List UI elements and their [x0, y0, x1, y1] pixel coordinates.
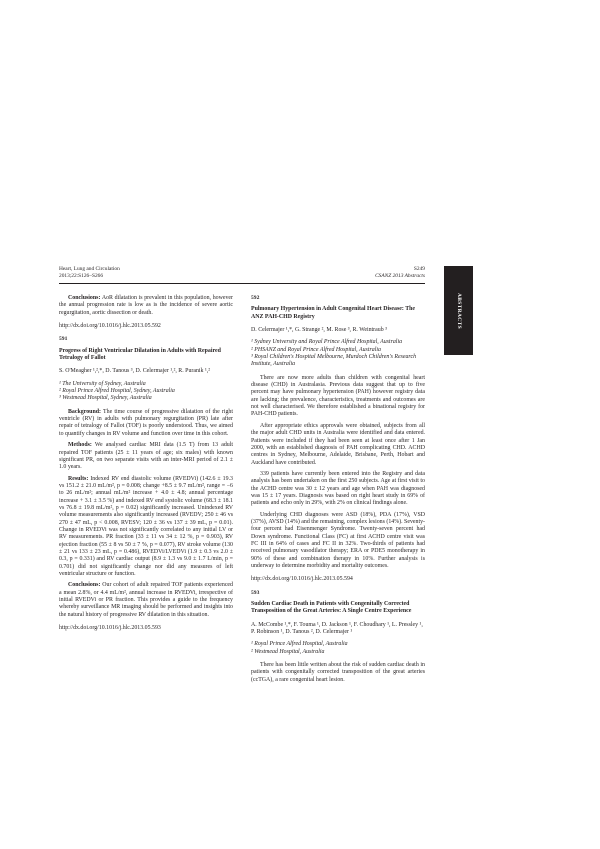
- running-header-left: [59, 266, 120, 280]
- affiliation: ² Westmead Hospital, Australia: [251, 648, 325, 655]
- conclusions-paragraph: [59, 582, 233, 619]
- running-header-right: [375, 266, 425, 280]
- background-text: The time course of progressive dilatation of the right ventricle (RV) in adults with pulmonary regurgitation (PR) late after repair of tetralogy of Fallot (TOF) is poorly understood. Thus, we aimed to quantify changes in RV volume and function over time in this cohort.: [59, 408, 233, 437]
- left-column: [59, 295, 233, 638]
- body-paragraph: There has been little written about the risk of sudden cardiac death in patients with congenitally corrected transposition of the great arteries (ccTGA), a rare congenital heart lesion.: [251, 662, 425, 683]
- journal-section: CSANZ 2013 Abstracts: [375, 273, 425, 280]
- doi-link[interactable]: http://dx.doi.org/10.1016/j.hlc.2013.05.594: [251, 576, 353, 583]
- abstract-authors: A. McCombe ¹,*, F. Touma ¹, D. Jackson ¹, F. Choudhary ¹, L. Pressley ¹, P. Robinson ¹, D. Tanous ², D. Celermajer ¹: [251, 621, 423, 636]
- affiliation: ² PHSANZ and Royal Prince Alfred Hospital, Australia: [251, 346, 381, 353]
- affiliation: ¹ Sydney University and Royal Prince Alfred Hospital, Australia: [251, 339, 403, 346]
- methods-label: Methods:: [68, 442, 92, 449]
- background-paragraph: [59, 409, 233, 438]
- results-label: Results:: [68, 475, 89, 482]
- affiliation: ³ Royal Children's Hospital Melbourne, Murdoch Children's Research Institute, Australia: [251, 354, 417, 368]
- right-column: [251, 295, 425, 688]
- affiliations: [251, 641, 425, 656]
- section-tab-label: ABSTRACTS: [455, 292, 462, 329]
- header-rule: [59, 283, 425, 284]
- methods-paragraph: [59, 442, 233, 471]
- abstract-number: 593: [251, 589, 260, 596]
- conclusions-text: AoR dilatation is prevalent in this population, however the annual progression rate is low as is the incidence of severe aortic regurgitation, aortic dissection or death.: [59, 295, 233, 316]
- journal-name: Heart, Lung and Circulation: [59, 266, 120, 272]
- doi-link[interactable]: http://dx.doi.org/10.1016/j.hlc.2013.05.593: [59, 625, 161, 632]
- abstract-title: Pulmonary Hypertension in Adult Congenital Heart Disease: The ANZ PAH-CHD Registry: [251, 306, 416, 320]
- body-paragraph: There are now more adults than children with congenital heart disease (CHD) in Australasia. Previous data suggest that up to five percent may have pulmonary hypertension (PAH) however registry data are lacking; the prevalence, characteristics, treatments and outcomes are not well characterised. We therefore established a binational registry for PAH-CHD patients.: [251, 374, 425, 418]
- methods-text: We analysed cardiac MRI data (1.5 T) from 13 adult repaired TOF patients (25 ± 11 years of age; six males) with known significant PR, on two separate visits with an inter-MRI period of 2.1 ± 1.0 years.: [59, 442, 233, 471]
- background-label: Background:: [68, 408, 101, 415]
- affiliation: ² Royal Prince Alfred Hospital, Sydney, Australia: [59, 388, 175, 395]
- affiliations: [251, 339, 425, 368]
- section-tab: [444, 266, 473, 355]
- conclusions-label: Conclusions:: [68, 582, 101, 589]
- abstract-title: Progress of Right Ventricular Dilatation in Adults with Repaired Tetralogy of Fallot: [59, 347, 221, 362]
- affiliation: ¹ Royal Prince Alfred Hospital, Australia: [251, 641, 348, 648]
- conclusions-label: Conclusions:: [68, 295, 101, 301]
- body-paragraph: After appropriate ethics approvals were obtained, subjects from all the major adult CHD units in Australia were identified and data entered. Patients were included if they had been seen at least once after 1 Jan 2000, with an established diagnosis of PAH complicating CHD. ACHD centres in Sydney, Melbourne, Adelaide, Brisbane, Perth, Hobart and Auckland have contributed.: [251, 422, 425, 466]
- abstract-number: 592: [251, 295, 260, 301]
- results-paragraph: [59, 476, 233, 579]
- affiliations: [59, 381, 233, 403]
- journal-volume: 2013;22:S126–S266: [59, 273, 104, 280]
- abstract-number: 591: [59, 336, 68, 343]
- page-number: S249: [413, 266, 425, 272]
- abstract-authors: D. Celermajer ¹,*, G. Strange ², M. Rose ³, R. Weintraub ³: [251, 327, 387, 334]
- abstract-title: Sudden Cardiac Death in Patients with Congenitally Corrected Transposition of the Great Arteries: A Single Centre Experience: [251, 601, 412, 615]
- affiliation: ¹ The University of Sydney, Australia: [59, 380, 146, 387]
- abstract-authors: S. O'Meagher ¹,²,*, D. Tanous ³, D. Celermajer ¹,², R. Puranik ¹,²: [59, 368, 210, 375]
- affiliation: ³ Westmead Hospital, Sydney, Australia: [59, 395, 152, 402]
- prev-abstract-conclusions: [59, 295, 233, 317]
- doi-link[interactable]: http://dx.doi.org/10.1016/j.hlc.2013.05.592: [59, 323, 161, 330]
- body-paragraph: 339 patients have currently been entered into the Registry and data analysis has been undertaken on the first 250 subjects. Age at first visit to the ACHD centre was 30 ± 12 years and age when PAH was diagnosed was 15 ± 17 years. Diagnosis was based on right heart study in 69% of patients and echo only in 29%, with 2% on clinical findings alone.: [251, 470, 425, 507]
- body-paragraph: Underlying CHD diagnoses were ASD (18%), PDA (17%), VSD (37%), AVSD (14%) and the remaining, complex lesions (14%). Seventy-four percent had Eisenmenger Syndrome. Twenty-seven percent had Down syndrome. Functional Class (FC) at first ACHD centre visit was FC III in 64% of cases and FC II in 32%. Two-thirds of patients had received pulmonary vasodilator therapy; ERA or PDE5 monotherapy in 90% of these and combination therapy in 10%. Further analysis is underway to determine morbidity and mortality outcomes.: [251, 511, 425, 569]
- conclusions-text: Our cohort of adult repaired TOF patients experienced a mean 2.8%, or 4.4 mL/m², annual increase in RVEDVi, irrespective of initial RVEDVi or PR fraction. This provides a guide to the frequency whereby surveillance MR imaging should be performed and insights into the natural history of progressive RV dilatation in this situation.: [59, 582, 233, 618]
- results-text: Indexed RV end diastolic volume (RVEDVi) (142.6 ± 19.3 vs 151.2 ± 21.0 mL/m², p = 0.008; change +8.5 ± 9.7 mL/m², range = −6 to 26 mL/m²; annual mL/m² increase + 4.0 ± 4.8; annual percentage increase + 3.1 ± 3.5 %) and indexed RV end systolic volume (68.3 ± 18.1 vs 76.8 ± 19.8 mL/m², p = 0.02) significantly increased. Unindexed RV volume measurements also significantly increased (RVEDV; 250 ± 46 vs 270 ± 47 mL, p < 0.008, RVESV; 120 ± 36 vs 137 ± 39 mL, p = 0.01). Change in RVEDVi was not significantly correlated to any initial LV or RV measurements. PR fraction (33 ± 11 vs 34 ± 12 %, p = 0.903), RV ejection fraction (55 ± 8 vs 50 ± 7 %, p = 0.077), RV stroke volume (130 ± 21 vs 133 ± 23 mL, p = 0.486), RVEDVi/LVEDVi (1.9 ± 0.3 vs 2.0 ± 0.3, p = 0.331) and RV cardiac output (8.9 ± 1.3 vs 9.0 ± 1.7 L/min, p = 0.701) did not significantly change nor did any measures of left ventricular structure or function.: [59, 475, 233, 577]
